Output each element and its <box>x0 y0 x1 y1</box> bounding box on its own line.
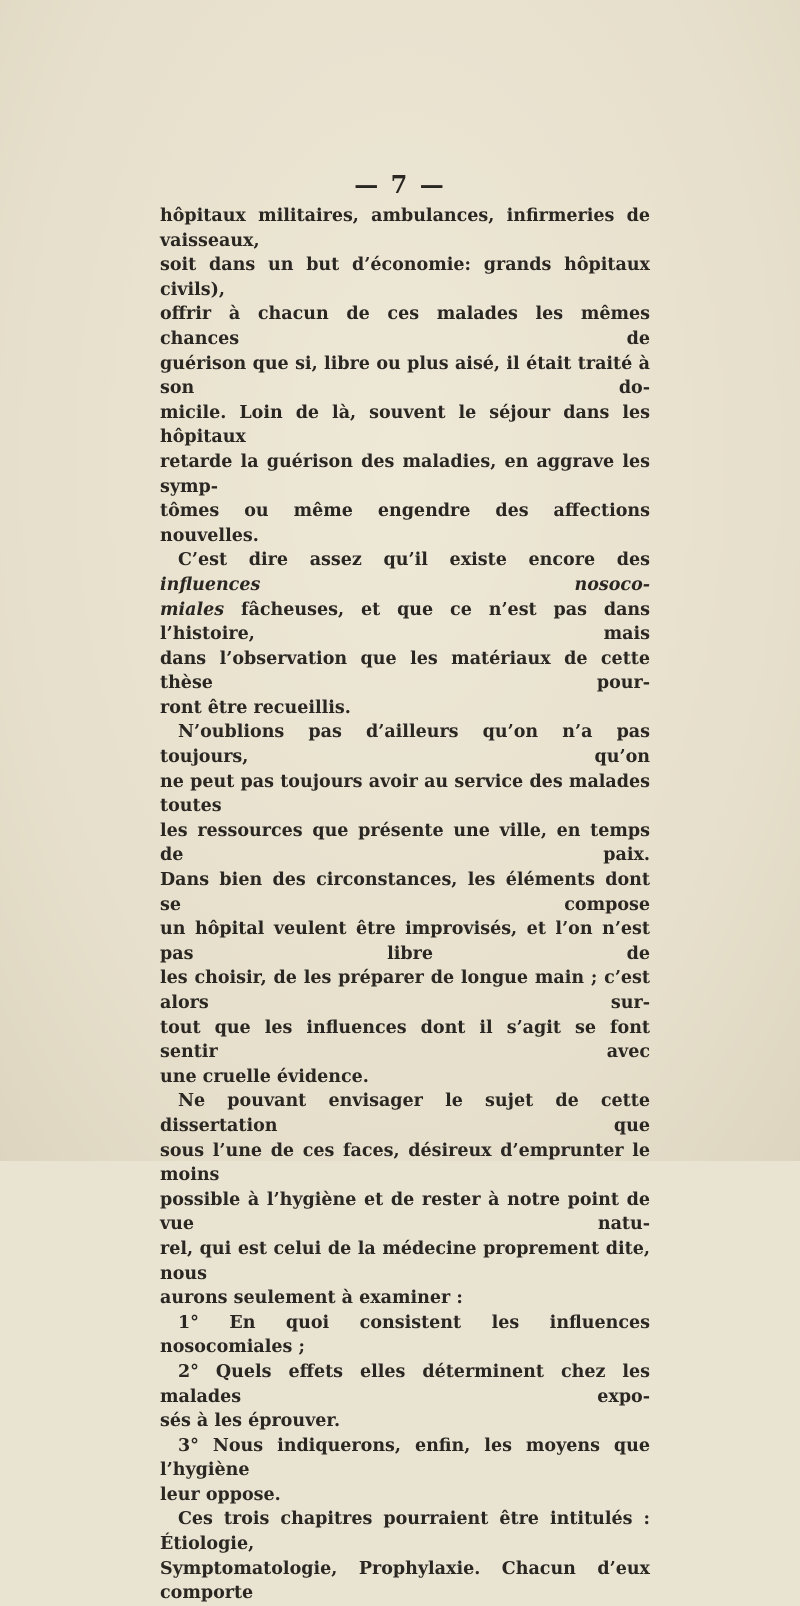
text-line <box>160 1016 650 1065</box>
text-line <box>160 720 650 769</box>
text-line <box>160 253 650 302</box>
line-text: un hôpital veulent être improvisés, et l’on n’est pas libre de <box>160 919 650 964</box>
line-text: aurons seulement à examiner : <box>160 1288 463 1309</box>
text-line <box>160 450 650 499</box>
line-text: sous l’une de ces faces, désireux d’emprunter le moins <box>160 1140 650 1186</box>
line-text: fâcheuses, et que ce n’est pas dans l’histoire, mais <box>160 599 650 645</box>
text-line <box>160 401 650 450</box>
text-line <box>160 647 650 696</box>
text-line <box>160 598 650 647</box>
text-line <box>160 1089 650 1138</box>
text-line <box>160 917 650 966</box>
body-text <box>160 204 650 1606</box>
line-text: Symptomatologie, Prophylaxie. Chacun d’eux comporte <box>160 1558 650 1604</box>
text-line <box>160 548 650 597</box>
line-text: les ressources que présente une ville, en temps de paix. <box>160 820 650 866</box>
line-text: 1° En quoi consistent les influences nosocomiales ; <box>160 1312 650 1358</box>
text-line <box>160 352 650 401</box>
italic-term: miales <box>160 599 225 620</box>
text-line <box>160 1483 650 1508</box>
text-line <box>160 1311 650 1360</box>
line-text: retarde la guérison des maladies, en aggrave les symp- <box>160 451 650 497</box>
text-line <box>160 868 650 917</box>
line-text: Ne pouvant envisager le sujet de cette dissertation que <box>160 1091 650 1136</box>
text-line <box>160 1286 650 1311</box>
italic-term: influences nosoco- <box>160 574 650 595</box>
text-line <box>160 770 650 819</box>
line-text: hôpitaux militaires, ambulances, infirmeries de vaisseaux, <box>160 206 650 251</box>
text-line <box>160 819 650 868</box>
line-text: Dans bien des circonstances, les éléments dont se compose <box>160 870 650 915</box>
line-text: dans l’observation que les matériaux de cette thèse pour- <box>160 648 650 694</box>
text-line <box>160 1139 650 1188</box>
line-text: 2° Quels effets elles déterminent chez les malades expo- <box>160 1361 650 1407</box>
line-text: guérison que si, libre ou plus aisé, il était traité à son do- <box>160 353 650 399</box>
text-line <box>160 1065 650 1090</box>
line-text: tômes ou même engendre des affections nouvelles. <box>160 501 650 546</box>
text-line <box>160 1507 650 1556</box>
text-line <box>160 302 650 351</box>
line-text: C’est dire assez qu’il existe encore des <box>178 550 650 571</box>
text-line <box>160 1434 650 1483</box>
text-line <box>160 499 650 548</box>
line-text: une cruelle évidence. <box>160 1066 369 1087</box>
text-line <box>160 966 650 1015</box>
text-line <box>160 1409 650 1434</box>
line-text: ront être recueillis. <box>160 697 351 718</box>
line-text: ne peut pas toujours avoir au service des malades toutes <box>160 771 650 817</box>
text-line <box>160 1557 650 1606</box>
line-text: N’oublions pas d’ailleurs qu’on n’a pas toujours, qu’on <box>160 722 650 768</box>
line-text: rel, qui est celui de la médecine proprement dite, nous <box>160 1238 650 1284</box>
line-text: sés à les éprouver. <box>160 1411 341 1432</box>
text-line <box>160 204 650 253</box>
line-text: offrir à chacun de ces malades les mêmes chances de <box>160 304 650 349</box>
line-text: tout que les influences dont il s’agit se font sentir avec <box>160 1017 650 1063</box>
line-text: leur oppose. <box>160 1484 281 1505</box>
text-line <box>160 1360 650 1409</box>
line-text: les choisir, de les préparer de longue main ; c’est alors sur- <box>160 968 650 1013</box>
line-text: micile. Loin de là, souvent le séjour dans les hôpitaux <box>160 402 650 448</box>
line-text: Ces trois chapitres pourraient être intitulés : Étiologie, <box>160 1509 650 1555</box>
line-text: possible à l’hygiène et de rester à notre point de vue natu- <box>160 1189 650 1235</box>
page-number: — 7 — <box>354 170 446 199</box>
text-line <box>160 1188 650 1237</box>
line-text: soit dans un but d’économie: grands hôpitaux civils), <box>160 255 650 300</box>
text-line <box>160 1237 650 1286</box>
text-line <box>160 696 650 721</box>
line-text: 3° Nous indiquerons, enfin, les moyens que l’hygiène <box>160 1435 650 1481</box>
